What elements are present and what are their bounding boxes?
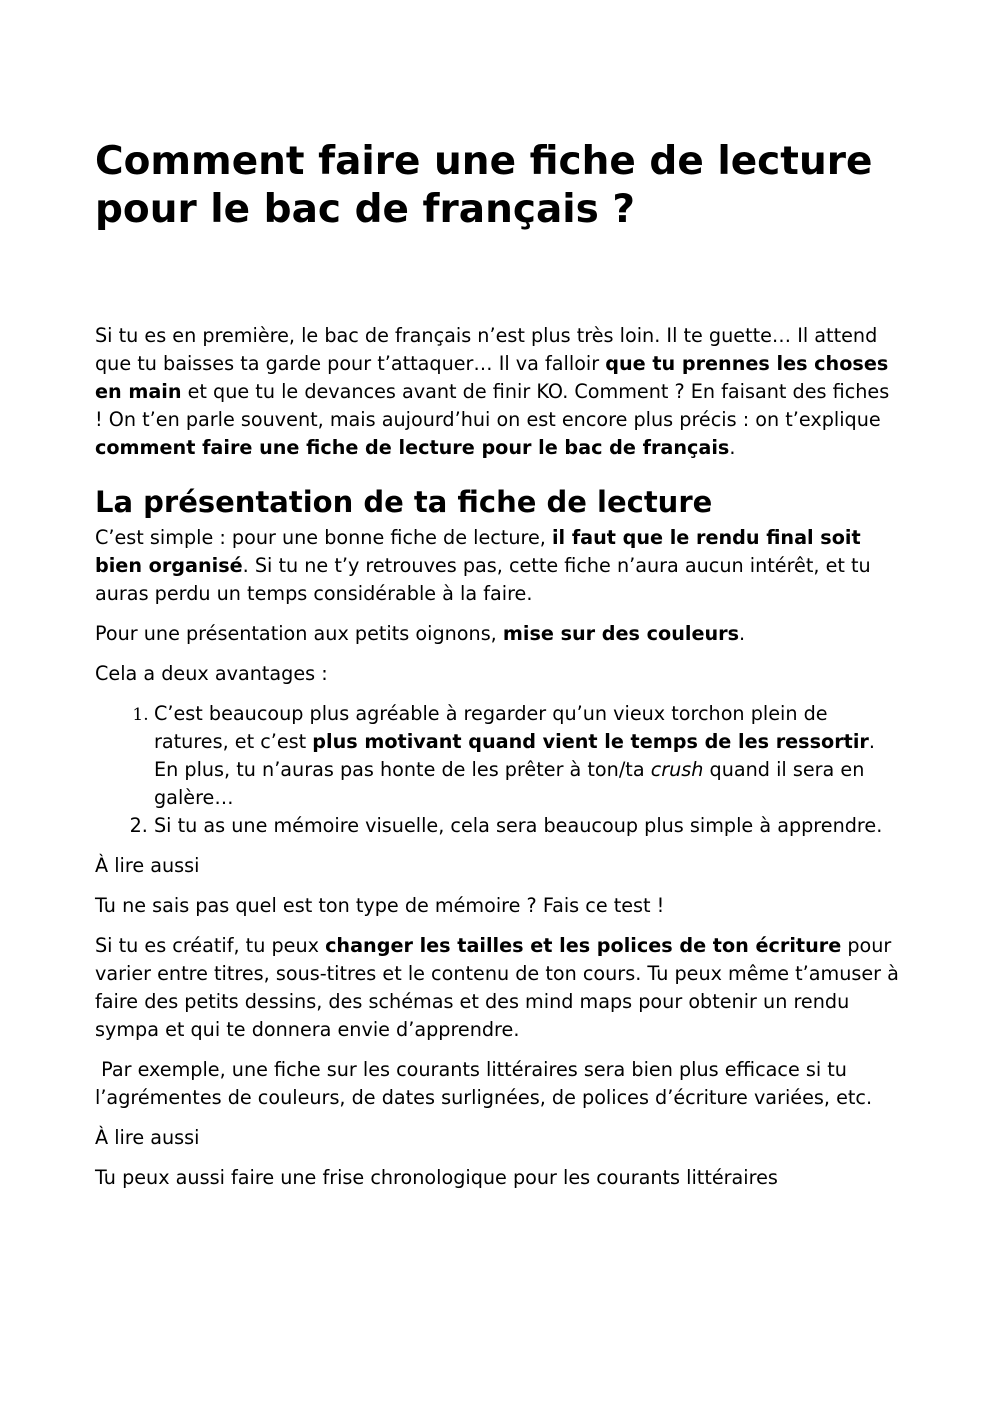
paragraph-colors	[95, 620, 900, 648]
section-heading: La présentation de ta fiche de lecture	[95, 485, 713, 519]
advantages-list	[95, 700, 900, 840]
read-also-label: À lire aussi	[95, 854, 200, 877]
intro-bold-2: comment faire une fiche de lecture pour le bac de français	[95, 436, 730, 459]
intro-text-3: .	[729, 436, 736, 459]
p1-text-1: C’est simple : pour une bonne fiche de lecture,	[95, 526, 552, 549]
paragraph-example: Par exemple, une fiche sur les courants littéraires sera bien plus efficace si tu l’agrémentes de couleurs, de dates surlignées, de polices d’écriture variées, etc.	[95, 1058, 873, 1109]
item1-text-3: quand il sera en galère…	[154, 758, 865, 809]
page-title: Comment faire une fiche de lecture pour le bac de français ?	[95, 139, 873, 232]
paragraph-organisation	[95, 524, 900, 608]
p4-bold-1: changer les tailles et les polices de ton écriture	[325, 934, 842, 957]
paragraph-advantages: Cela a deux avantages :	[95, 662, 328, 685]
p1-bold-1: il faut que le rendu final soit bien organisé	[95, 526, 861, 577]
item1-bold-1: plus motivant quand vient le temps de les ressortir	[312, 730, 869, 753]
p1-text-2: . Si tu ne t’y retrouves pas, cette fiche n’aura aucun intérêt, et tu auras perdu un temps considérable à la faire.	[95, 554, 871, 605]
related-article-link[interactable]: Tu peux aussi faire une frise chronologique pour les courants littéraires	[95, 1166, 778, 1189]
p2-text-2: .	[739, 622, 746, 645]
list-item	[154, 700, 900, 812]
intro-bold-1: que tu prennes les choses en main	[95, 352, 889, 403]
item1-text-1: C’est beaucoup plus agréable à regarder qu’un vieux torchon plein de ratures, et c’est	[154, 702, 828, 753]
item1-italic-1: crush	[650, 758, 704, 781]
p4-text-1: Si tu es créatif, tu peux	[95, 934, 326, 957]
p2-bold-1: mise sur des couleurs	[502, 622, 739, 645]
related-article-link[interactable]: Tu ne sais pas quel est ton type de mémoire ? Fais ce test !	[95, 894, 665, 917]
item1-text-2: . En plus, tu n’auras pas honte de les prêter à ton/ta	[154, 730, 875, 781]
intro-text-1: Si tu es en première, le bac de français n’est plus très loin. Il te guette… Il attend que tu baisses ta garde pour t’attaquer… Il va falloir	[95, 324, 878, 375]
intro-text-2: et que tu le devances avant de finir KO. Comment ? En faisant des fiches ! On t’en parle souvent, mais aujourd’hui on est encore plus précis : on t’explique	[95, 380, 890, 431]
article-body	[95, 322, 900, 1204]
intro-paragraph	[95, 322, 900, 462]
paragraph-creative	[95, 932, 900, 1044]
p4-text-2: pour varier entre titres, sous-titres et le contenu de ton cours. Tu peux même t’amuser à faire des petits dessins, des schémas et des mind maps pour obtenir un rendu sympa et qui te donnera envie d’apprendre.	[95, 934, 899, 1041]
list-item: 2. Si tu as une mémoire visuelle, cela sera beaucoup plus simple à apprendre.	[154, 812, 900, 840]
p2-text-1: Pour une présentation aux petits oignons,	[95, 622, 503, 645]
read-also-label: À lire aussi	[95, 1126, 200, 1149]
